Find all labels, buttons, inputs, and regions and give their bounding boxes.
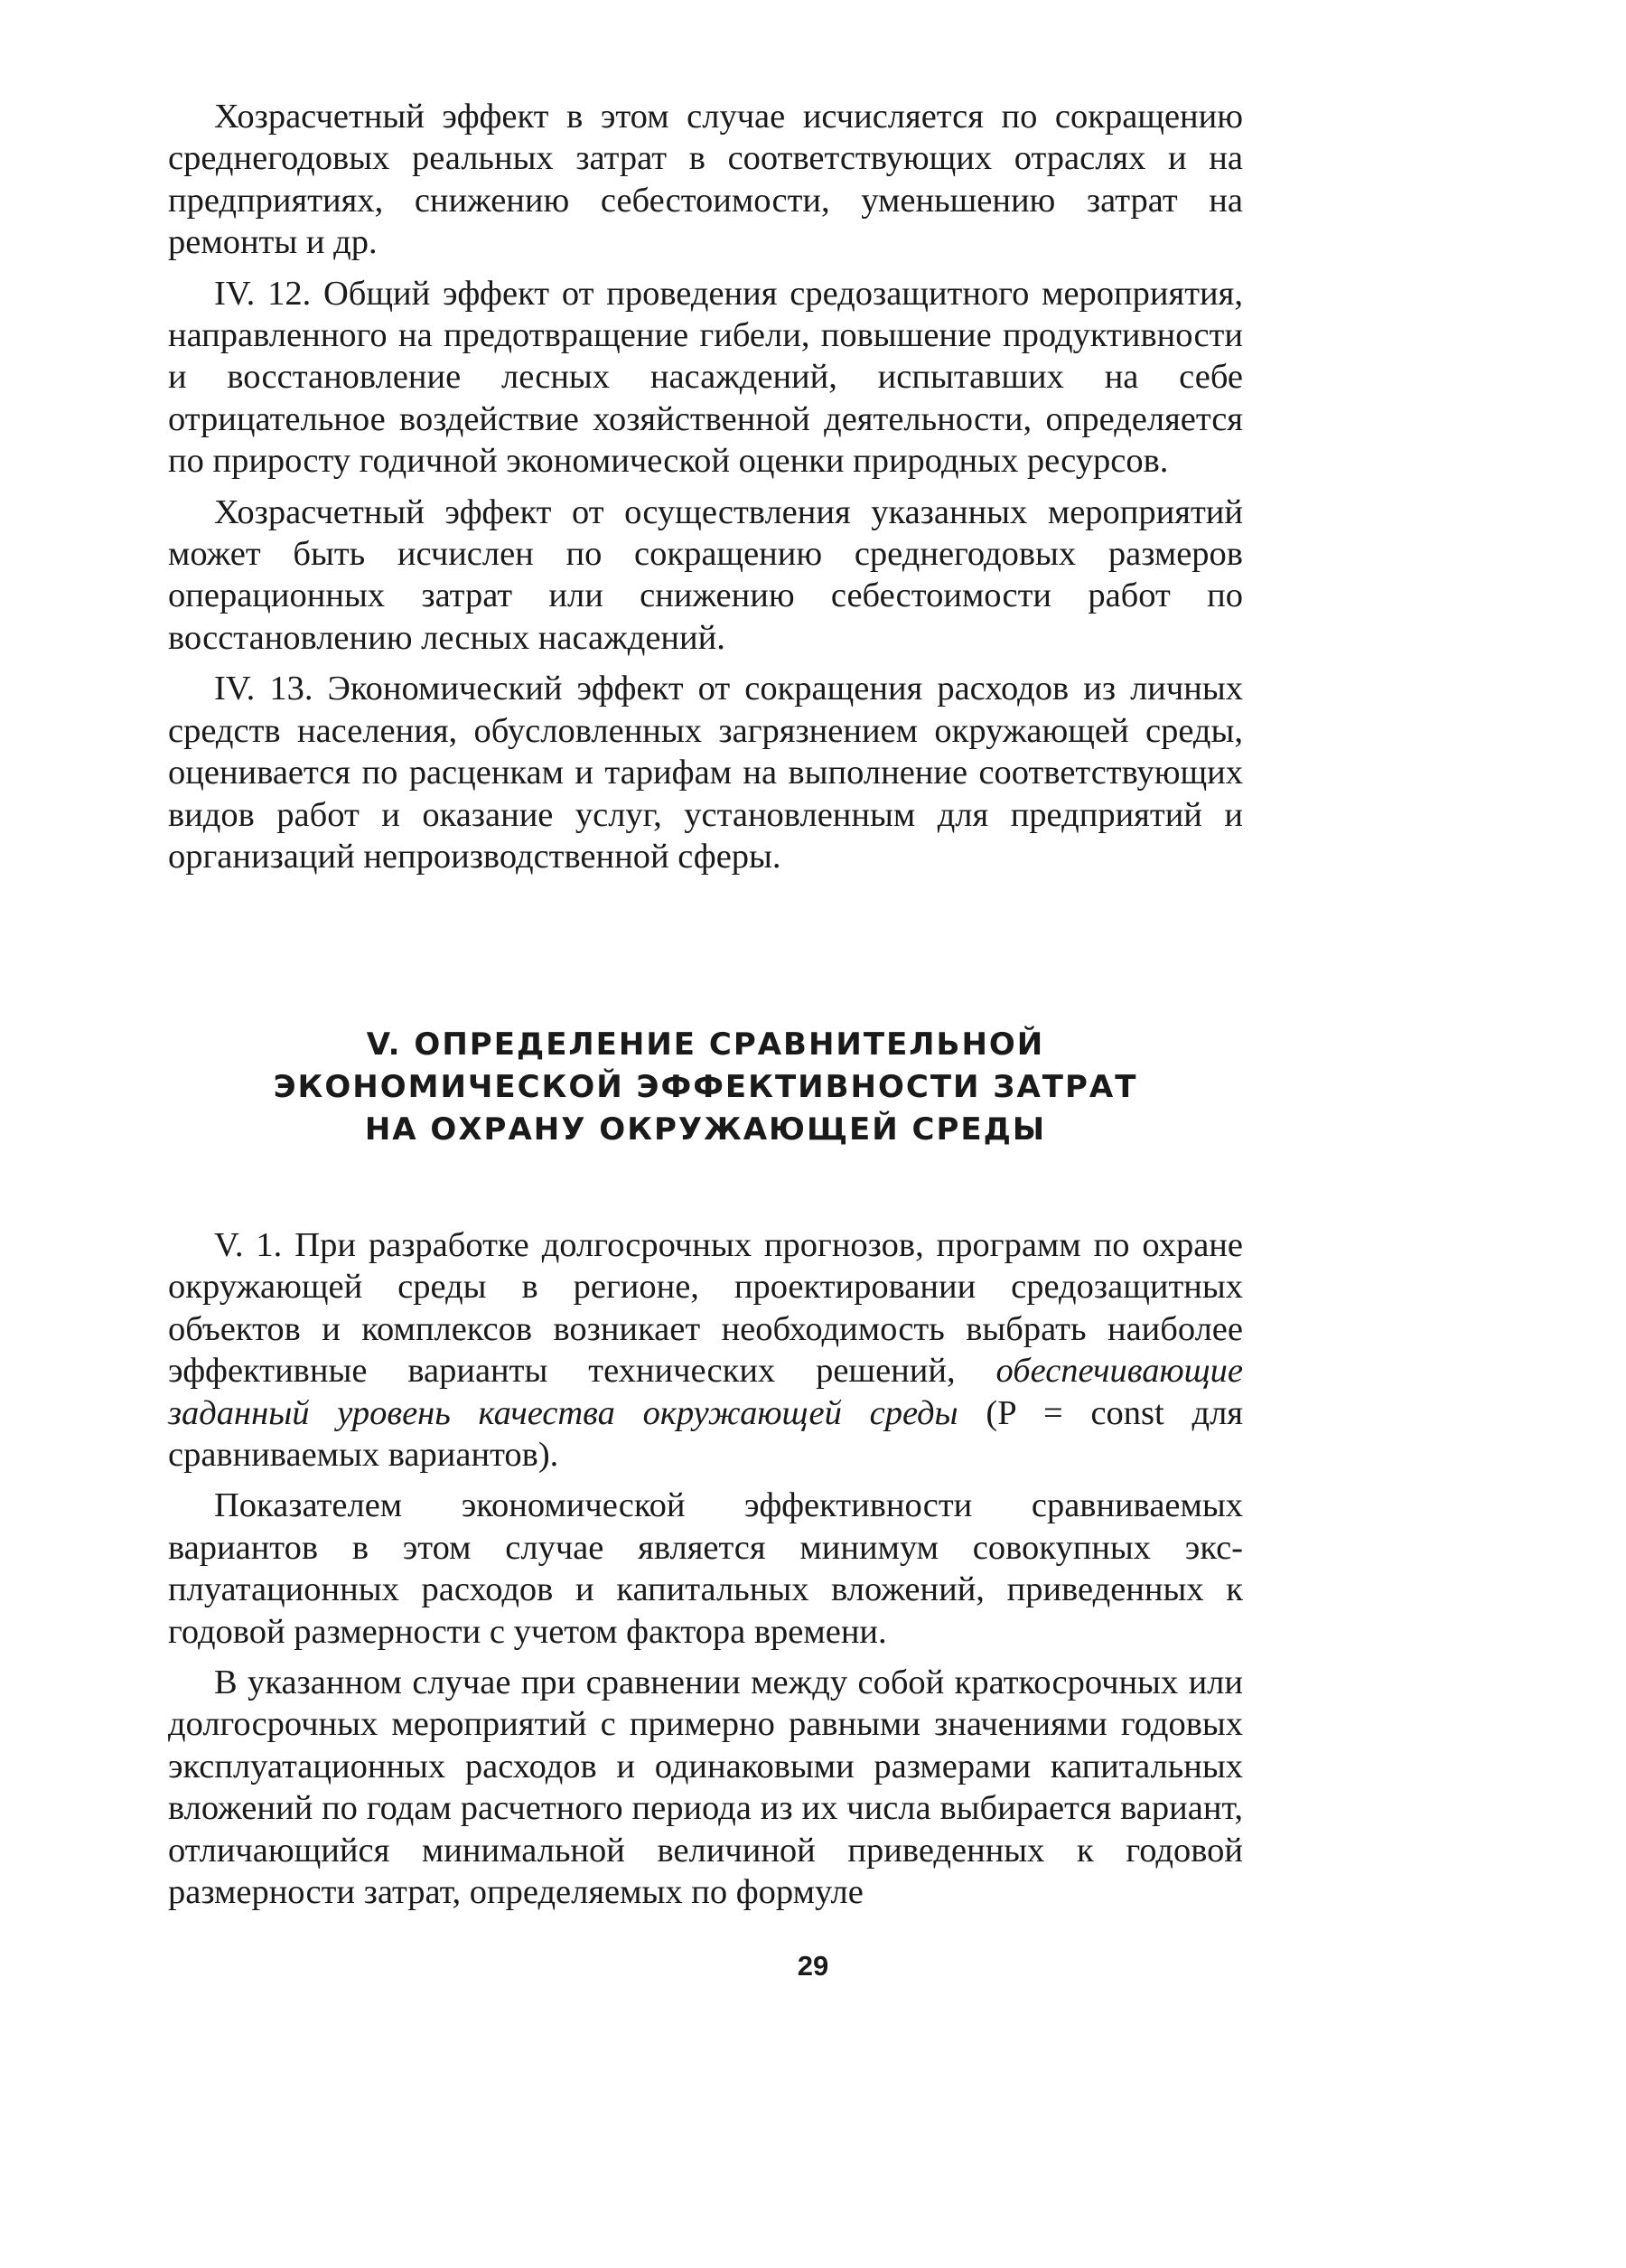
body-text-top xyxy=(168,96,1243,877)
section-heading-line-2: ЭКОНОМИЧЕСКОЙ ЭФФЕКТИВНОСТИ ЗАТРАТ xyxy=(273,1069,1138,1105)
section-heading xyxy=(168,1024,1243,1151)
page-number: 29 xyxy=(797,1950,829,1982)
section-heading-line-1: V. ОПРЕДЕЛЕНИЕ СРАВНИТЕЛЬНОЙ xyxy=(366,1026,1045,1063)
paragraph-efficiency-indicator: Показателем экономической эффективности сравниваемых вариантов в этом случае является минимум совокупных эксплуатационных расходов и капитальных вложений, приведенных к годовой размерности с учетом фактора времени. xyxy=(168,1486,1243,1651)
section-heading-line-3: НА ОХРАНУ ОКРУЖАЮЩЕЙ СРЕДЫ xyxy=(364,1111,1047,1148)
paragraph-v-1-tail: (P = const для сравниваемых вариантов). xyxy=(168,1393,1244,1475)
paragraph-variant-selection: В указанном случае при сравнении между собой краткосрочных или долгосрочных мероприятий с примерно равными значениями годовых эксплуатационных расходов и одинаковыми размерами капитальных вложений по годам расчетного периода из их числа выбирается вариант, отличающийся минимальной величиной приведенных к годовой размерности затрат, определяемых по формуле xyxy=(168,1664,1243,1912)
paragraph-iv-12: IV. 12. Общий эффект от проведения средозащитного мероприятия, направленного на предотвращение гибели, повышение продуктивности и восстановление лесных насаждений, испытавших на себе отрицательное воздействие хозяйственной деятельности, определяется по приросту годичной экономической оценки природных ресурсов. xyxy=(168,274,1243,481)
paragraph-v-1-intro: V. 1. При разработке долгосрочных прогнозов, программ по охране окружающей среды в регионе, проектировании средозащитных объектов и комплексов возникает необходимость выбрать наиболее эффективные варианты технических решений, xyxy=(168,1226,1243,1391)
paragraph-v-1 xyxy=(168,1224,1243,1476)
paragraph-iv-13: IV. 13. Экономический эффект от сокращения расходов из личных средств населения, обусловленных загрязнением окружающей среды, оценивается по расценкам и тарифам на выполнение соответствующих видов работ и оказание услуг, установленным для предприятий и организаций непроизводственной сферы. xyxy=(168,670,1243,876)
paragraph-self-supporting-effect-costs: Хозрасчетный эффект в этом случае исчисляется по сокращению среднегодовых реальных затрат в соответствующих отраслях и на предприятиях, снижению себестоимости, уменьшению затрат на ремонты и др. xyxy=(168,98,1243,262)
body-text-bottom xyxy=(168,1224,1243,1914)
paragraph-self-supporting-effect-forest: Хозрасчетный эффект от осуществления указанных мероприятий может быть исчислен по сокращению среднегодовых размеров операционных затрат или снижению себестоимости работ по восстановлению лесных насаждений. xyxy=(168,492,1243,657)
paragraph-v-1-italic: обеспечивающие заданный уровень качества окружающей среды xyxy=(168,1352,1243,1432)
